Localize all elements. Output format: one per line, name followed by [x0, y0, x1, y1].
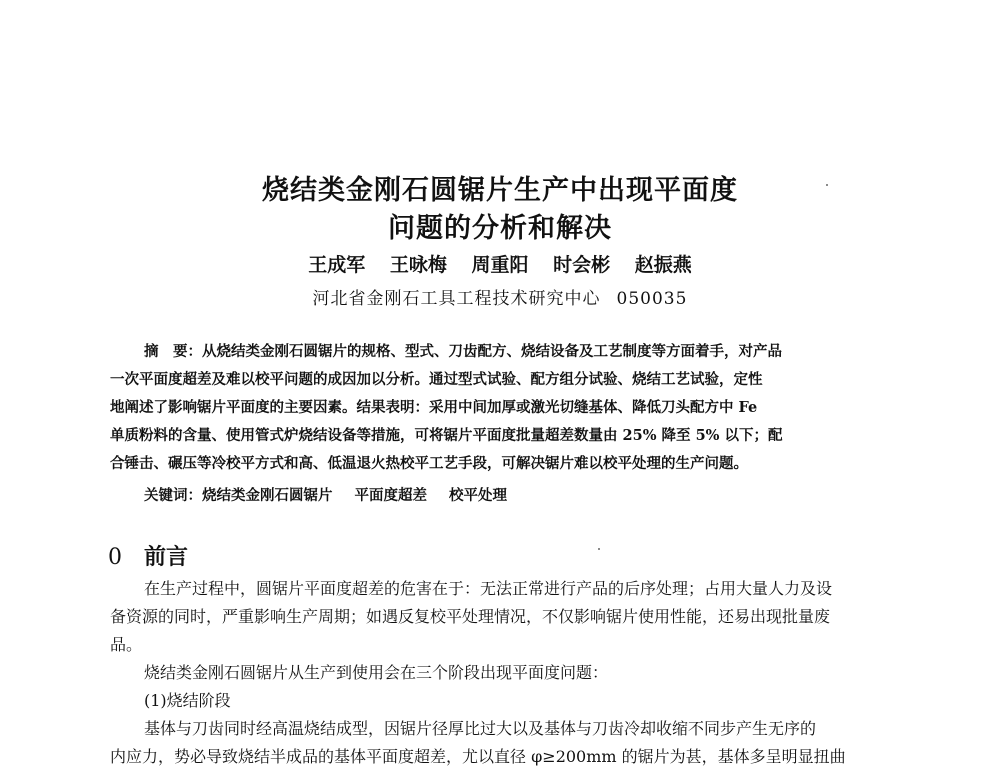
section-number: 0: [108, 545, 122, 570]
affiliation: [0, 284, 1000, 309]
body-line: (1)烧结阶段: [144, 691, 231, 710]
abstract-line: 一次平面度超差及难以校平问题的成因加以分析。通过型式试验、配方组分试验、烧结工艺试验，定性: [110, 371, 763, 388]
affiliation-zip: 050035: [616, 289, 688, 309]
keywords-label: 关键词: [144, 488, 188, 504]
body-line: 基体与刀齿同时经高温烧结成型，因锯片径厚比过大以及基体与刀齿冷却收缩不同步产生无序的: [144, 719, 817, 738]
author: 赵振燕: [634, 254, 692, 276]
scan-speck: [826, 184, 828, 186]
keyword: 平面度超差: [354, 487, 427, 504]
body-line: 品。: [110, 635, 143, 654]
affiliation-name: 河北省金刚石工具工程技术研究中心: [312, 289, 601, 309]
scan-speck: [598, 548, 600, 550]
keyword: 校平处理: [449, 487, 507, 504]
body-line: 内应力，势必导致烧结半成品的基体平面度超差，尤以直径 φ≥200mm 的锯片为甚，基体多呈明显扭曲: [110, 747, 846, 766]
paper-title-line-2: 问题的分析和解决: [388, 213, 612, 244]
abstract-line: 合锤击、碾压等冷校平方式和高、低温退火热校平工艺手段，可解决锯片难以校平处理的生产问题。: [110, 455, 748, 472]
body-line: 备资源的同时，严重影响生产周期；如遇反复校平处理情况，不仅影响锯片使用性能，还易出现批量废: [110, 607, 831, 626]
author: 王咏梅: [389, 254, 447, 276]
body-text: [110, 575, 894, 771]
abstract-label: 摘 要: [144, 344, 188, 360]
paper-title-line-1: 烧结类金刚石圆锯片生产中出现平面度: [262, 175, 738, 206]
abstract-line: 摘 要：从烧结类金刚石圆锯片的规格、型式、刀齿配方、烧结设备及工艺制度等方面着手，对产品: [144, 343, 782, 360]
abstract-text: 从烧结类金刚石圆锯片的规格、型式、刀齿配方、烧结设备及工艺制度等方面着手，对产品: [202, 343, 782, 360]
abstract-line: 地阐述了影响锯片平面度的主要因素。结果表明：采用中间加厚或激光切缝基体、降低刀头配方中 Fe: [110, 399, 758, 416]
body-line: 在生产过程中，圆锯片平面度超差的危害在于：无法正常进行产品的后序处理；占用大量人力及设: [144, 579, 833, 598]
section-heading: [108, 540, 188, 571]
keyword: 烧结类金刚石圆锯片: [202, 487, 333, 504]
section-title: 前言: [144, 544, 189, 570]
body-line: 烧结类金刚石圆锯片从生产到使用会在三个阶段出现平面度问题：: [144, 663, 609, 682]
author: 时会彬: [553, 254, 611, 276]
abstract-line: 单质粉料的含量、使用管式炉烧结设备等措施，可将锯片平面度批量超差数量由 25% 降至 5% 以下；配: [110, 427, 783, 444]
author-list: [0, 250, 1000, 277]
abstract: [110, 338, 890, 478]
author: 周重阳: [471, 254, 529, 276]
author: 王成军: [308, 254, 366, 276]
keywords: 关键词：烧结类金刚石圆锯片 平面度超差 校平处理: [144, 487, 507, 504]
